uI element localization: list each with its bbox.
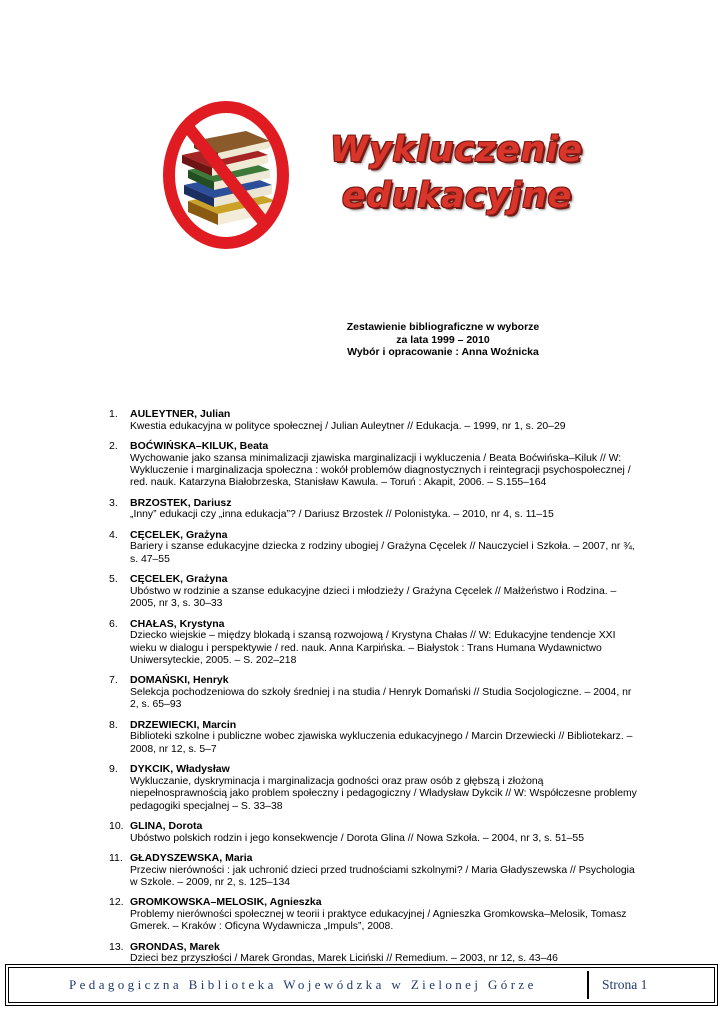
entry-number: 5. bbox=[109, 573, 118, 586]
list-item bbox=[0, 497, 725, 522]
entry-number: 2. bbox=[109, 440, 118, 452]
title-line-2: edukacyjne bbox=[342, 176, 572, 216]
list-item bbox=[0, 573, 725, 610]
page-footer bbox=[8, 967, 715, 1003]
footer-divider bbox=[587, 971, 589, 999]
entry-author: DRZEWIECKI, Marcin bbox=[130, 718, 237, 731]
entry-number: 4. bbox=[109, 528, 118, 541]
entry-description: Dzieci bez przyszłości / Marek Grondas, Marek Liciński // Remedium. – 2003, nr 12, s. 43–46 bbox=[130, 953, 558, 965]
entry-description: Ubóstwo w rodzinie a szanse edukacyjne dzieci i młodzieży / Grażyna Cęcelek // Małżeństwo i Rodzina. – 2005, nr 3, s. 30–33 bbox=[130, 585, 617, 610]
entry-number: 10. bbox=[109, 820, 124, 833]
entry-number: 11. bbox=[109, 852, 123, 865]
entry-description: Bariery i szanse edukacyjne dziecka z rodziny ubogiej / Grażyna Cęcelek // Nauczyciel i Szkoła. – 2007, nr ¾, s. 47–55 bbox=[130, 541, 635, 565]
list-item bbox=[0, 852, 725, 889]
list-item bbox=[0, 618, 725, 668]
no-books-icon bbox=[158, 93, 298, 257]
entry-author: DYKCIK, Władysław bbox=[130, 763, 230, 776]
entry-description: Selekcja pochodzeniowa do szkoły średniej i na studia / Henryk Domański // Studia Socjologiczne. – 2004, nr 2, s. 65–93 bbox=[130, 687, 632, 711]
entry-number: 13. bbox=[109, 940, 124, 953]
entry-number: 12. bbox=[109, 896, 124, 909]
entry-author: GRONDAS, Marek bbox=[130, 940, 220, 953]
entry-number: 7. bbox=[109, 674, 118, 687]
entry-number: 6. bbox=[109, 617, 118, 630]
bibliography-intro bbox=[328, 321, 558, 359]
bibliography-list bbox=[0, 408, 725, 973]
entry-description: Problemy nierówności społecznej w teorii i praktyce edukacyjnej / Agnieszka Gromkowska–Melosik, Tomasz Gmerek. – Kraków : Oficyna Wydawnicza „Impuls”, 2008. bbox=[130, 909, 627, 933]
entry-description: Biblioteki szkolne i publiczne wobec zjawiska wykluczenia edukacyjnego / Marcin Drzewiecki // Bibliotekarz. – 2008, nr 12, s. 5–7 bbox=[130, 731, 633, 755]
entry-author: GROMKOWSKA–MELOSIK, Agnieszka bbox=[130, 896, 322, 909]
page-number: Strona 1 bbox=[602, 977, 648, 992]
entry-description: Ubóstwo polskich rodzin i jego konsekwencje / Dorota Glina // Nowa Szkoła. – 2004, nr 3, s. 51–55 bbox=[130, 832, 584, 844]
entry-author: AULEYTNER, Julian bbox=[130, 408, 231, 420]
intro-line-2: za lata 1999 – 2010 bbox=[396, 333, 490, 346]
entry-author: CHAŁAS, Krystyna bbox=[130, 617, 225, 630]
entry-description: Kwestia edukacyjna w polityce społecznej / Julian Auleytner // Edukacja. – 1999, nr 1, s. 20–29 bbox=[130, 420, 566, 432]
entry-author: GLINA, Dorota bbox=[130, 820, 203, 833]
entry-description: Przeciw nierówności : jak uchronić dzieci przed trudnościami szkolnymi? / Maria Gładyszewska // Psychologia w Szkole. – 2009, nr 2, s. 125–134 bbox=[130, 864, 635, 889]
list-item bbox=[0, 896, 725, 933]
entry-author: BOĆWIŃSKA–KILUK, Beata bbox=[130, 440, 269, 452]
entry-description: „Inny” edukacji czy „inna edukacja”? / Dariusz Brzostek // Polonistyka. – 2010, nr 4, s. 11–15 bbox=[130, 509, 554, 521]
document-title bbox=[326, 127, 616, 219]
intro-line-3: Wybór i opracowanie : Anna Woźnicka bbox=[347, 346, 539, 359]
list-item bbox=[0, 674, 725, 711]
footer-library-name: Pedagogiczna Biblioteka Wojewódzka w Zielonej Górze bbox=[69, 977, 537, 992]
entry-description: Wychowanie jako szansa minimalizacji zjawiska marginalizacji i wykluczenia / Beata Boćwińska–Kiluk // W: Wykluczenie i marginalizacja społeczna : wokół problemów diagnostycznych i reintegracji psychospołecznej / red. nauk. Katarzyna Białobrzeska, Stanisław Kawula. – Toruń : Akapit, 2006. – S.155–164 bbox=[130, 452, 631, 489]
entry-author: DOMAŃSKI, Henryk bbox=[130, 674, 229, 687]
list-item bbox=[0, 440, 725, 490]
entry-author: CĘCELEK, Grażyna bbox=[130, 573, 228, 586]
entry-number: 8. bbox=[109, 718, 118, 731]
list-item bbox=[0, 763, 725, 813]
entry-author: GŁADYSZEWSKA, Maria bbox=[130, 852, 253, 865]
entry-author: BRZOSTEK, Dariusz bbox=[130, 496, 232, 509]
entry-number: 1. bbox=[109, 408, 118, 420]
entry-number: 9. bbox=[109, 763, 118, 776]
entry-author: CĘCELEK, Grażyna bbox=[130, 528, 228, 541]
logo-image bbox=[158, 93, 298, 257]
entry-description: Dziecko wiejskie – między blokadą i szansą rozwojową / Krystyna Chałas // W: Edukacyjne tendencje XXI wieku w dialogu i perspektywie / red. nauk. Anna Karpińska. – Białystok : Trans Humana Wydawnictwo Uniwersyteckie, 2005. – S. 202–218 bbox=[130, 630, 616, 667]
list-item bbox=[0, 529, 725, 566]
list-item bbox=[0, 719, 725, 756]
entry-number: 3. bbox=[109, 496, 118, 509]
intro-line-1: Zestawienie bibliograficzne w wyborze bbox=[346, 321, 540, 333]
entry-description: Wykluczanie, dyskryminacja i marginalizacja godności oraz praw osób z głębszą i złożoną niepełnosprawnością jako problem społeczny i pedagogiczny / Władysław Dykcik // W: Współczesne problemy pedagogiki specjalnej – S. 33–38 bbox=[130, 775, 637, 812]
list-item bbox=[0, 820, 725, 845]
list-item bbox=[0, 408, 725, 433]
title-line-1: Wykluczenie bbox=[330, 130, 583, 170]
list-item bbox=[0, 941, 725, 966]
